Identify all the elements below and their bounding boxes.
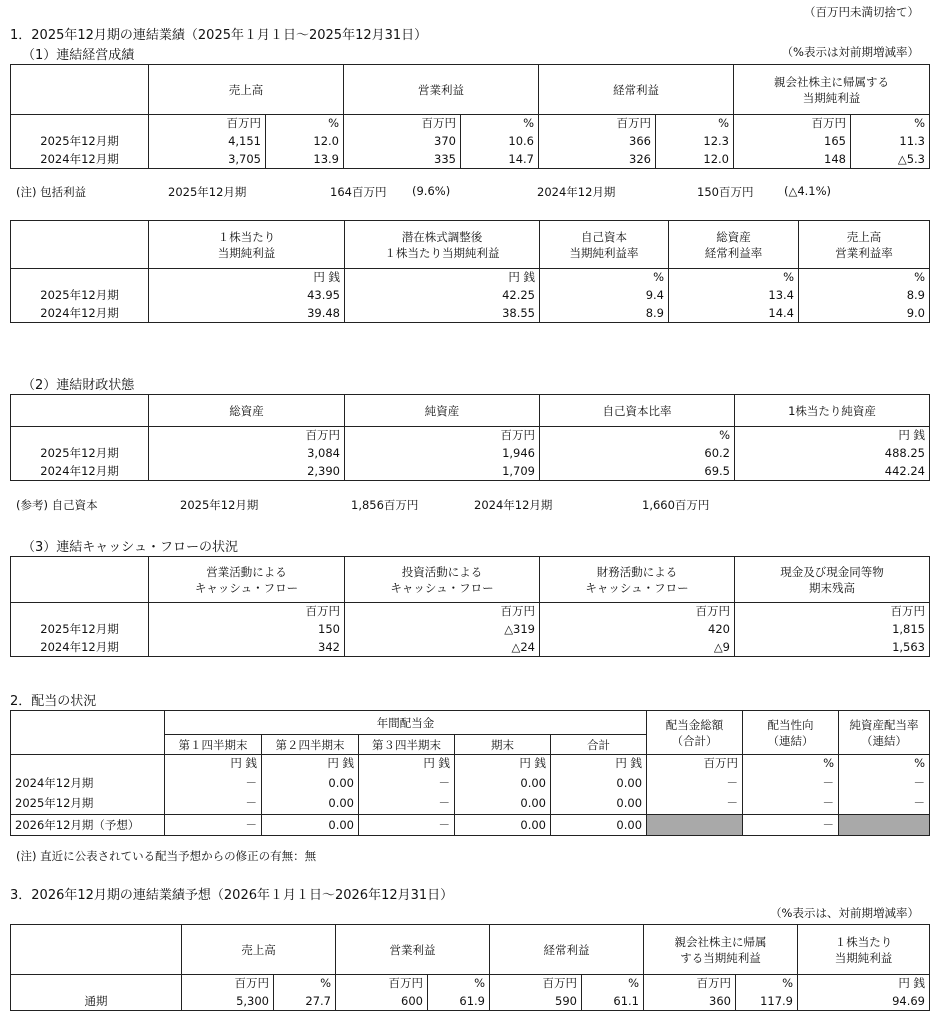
header-net-income: 親会社株主に帰属する 当期純利益 <box>734 65 930 115</box>
unit-cell: 百万円 <box>539 115 656 133</box>
note-value: 150百万円 <box>697 185 754 199</box>
table-row: 2025年12月期 150 △319 420 1,815 <box>11 621 930 639</box>
note-label: (注) 包括利益 <box>16 185 87 199</box>
unit-cell: 百万円 <box>734 115 851 133</box>
note-period: 2025年12月期 <box>168 185 247 199</box>
header-eps: １株当たり 当期純利益 <box>798 925 930 975</box>
table-row: 2025年12月期 4,151 12.0 370 10.6 366 12.3 165 11.3 <box>11 133 930 151</box>
section1-title: 1．2025年12月期の連結業績（2025年１月１日～2025年12月31日） <box>10 28 428 43</box>
dividend-note: (注) 直近に公表されている配当予想からの修正の有無：無 <box>16 849 317 863</box>
note-pct: (9.6%) <box>412 184 451 198</box>
header-q2: 第２四半期末 <box>262 735 359 755</box>
header-roe: 自己資本 当期純利益率 <box>540 221 669 269</box>
header-operating-cf: 営業活動による キャッシュ・フロー <box>149 557 345 603</box>
header-q1: 第１四半期末 <box>165 735 262 755</box>
header-annual-dividend: 年間配当金 <box>165 711 647 735</box>
forecast-table: 売上高 営業利益 経常利益 親会社株主に帰属 する当期純利益 １株当たり 当期純利益 百万円 % 百万円 % 百万円 % 百万円 % 円 銭 通期 5,300 27.7 600 61.9 590 61.1 360 117.9 94.69 <box>10 924 930 1011</box>
header-payout-ratio: 配当性向 （連結） <box>743 711 839 755</box>
table-row: 通期 5,300 27.7 600 61.9 590 61.1 360 117.9 94.69 <box>11 993 930 1011</box>
table-row: 2024年12月期 2,390 1,709 69.5 442.24 <box>11 463 930 481</box>
section1-sub1-title: （1）連結経営成績 <box>22 48 135 63</box>
header-investing-cf: 投資活動による キャッシュ・フロー <box>345 557 540 603</box>
financial-position-table: 総資産 純資産 自己資本比率 1株当たり純資産 百万円 百万円 % 円 銭 2025年12月期 3,084 1,946 60.2 488.25 2024年12月期 2,390 1,709 69.5 442.24 <box>10 394 930 481</box>
unit-note: （百万円未満切捨て） <box>804 5 919 19</box>
header-op-margin: 売上高 営業利益率 <box>799 221 930 269</box>
corner-cell <box>11 65 149 115</box>
unit-cell: % <box>656 115 734 133</box>
note-pct: (△4.1%) <box>784 184 832 198</box>
header-financing-cf: 財務活動による キャッシュ・フロー <box>540 557 735 603</box>
header-total-dividend: 配当金総額 （合計） <box>647 711 743 755</box>
section3-title: 3．2026年12月期の連結業績予想（2026年１月１日～2026年12月31日） <box>10 888 454 903</box>
header-cash-balance: 現金及び現金同等物 期末残高 <box>735 557 930 603</box>
per-share-table: １株当たり 当期純利益 潜在株式調整後 １株当たり当期純利益 自己資本 当期純利益率 総資産 経常利益率 売上高 営業利益率 円 銭 円 銭 % % % 2025年12月期 43.95 42.25 9.4 13.4 8.9 2024年12月期 39.48 38.55 8.9 14.4 9.0 <box>10 220 930 323</box>
table-row: 2025年12月期 3,084 1,946 60.2 488.25 <box>11 445 930 463</box>
header-diluted-eps: 潜在株式調整後 １株当たり当期純利益 <box>345 221 540 269</box>
note-value: 1,856百万円 <box>351 498 419 512</box>
header-q3: 第３四半期末 <box>359 735 455 755</box>
note-period: 2024年12月期 <box>474 498 553 512</box>
pct-note: （%表示は対前期増減率） <box>781 45 919 59</box>
header-net-income: 親会社株主に帰属 する当期純利益 <box>644 925 798 975</box>
header-sales: 売上高 <box>182 925 336 975</box>
unit-cell: % <box>461 115 539 133</box>
header-ord-income: 経常利益 <box>490 925 644 975</box>
table-row: 2025年12月期 43.95 42.25 9.4 13.4 8.9 <box>11 287 930 305</box>
shaded-cell <box>647 815 743 836</box>
unit-cell: % <box>266 115 344 133</box>
results-table <box>10 64 930 169</box>
header-sales: 売上高 <box>149 65 344 115</box>
unit-cell: 百万円 <box>344 115 461 133</box>
note-value: 164百万円 <box>330 185 387 199</box>
table-row: 2024年12月期 39.48 38.55 8.9 14.4 9.0 <box>11 305 930 323</box>
table-row: 2025年12月期 － 0.00 － 0.00 0.00 － － － <box>11 794 930 815</box>
header-roa: 総資産 経常利益率 <box>669 221 799 269</box>
cash-flow-table: 営業活動による キャッシュ・フロー 投資活動による キャッシュ・フロー 財務活動による キャッシュ・フロー 現金及び現金同等物 期末残高 百万円 百万円 百万円 百万円 2025年12月期 150 △319 420 1,815 2024年12月期 342 △24 △9 1,563 <box>10 556 930 657</box>
note-value: 1,660百万円 <box>642 498 710 512</box>
section1-sub3-title: （3）連結キャッシュ・フローの状況 <box>22 540 239 555</box>
note-period: 2024年12月期 <box>537 185 616 199</box>
shaded-cell <box>839 815 930 836</box>
dividend-table: 年間配当金 配当金総額 （合計） 配当性向 （連結） 純資産配当率 （連結） 第１四半期末 第２四半期末 第３四半期末 期末 合計 円 銭 円 銭 円 銭 円 銭 円 銭 百万円 % % 2024年12月期 － 0.00 － 0.00 0.00 － － － 2025年12月期 － 0.00 － 0.00 0.00 － － － 2026年12月期（予想） － 0.00 － 0.00 0.00 － <box>10 710 930 836</box>
header-total: 合計 <box>551 735 647 755</box>
header-eps: １株当たり 当期純利益 <box>149 221 345 269</box>
header-ord-income: 経常利益 <box>539 65 734 115</box>
pct-note: （%表示は、対前期増減率） <box>770 906 919 920</box>
unit-cell: 百万円 <box>149 115 266 133</box>
section2-title: 2．配当の状況 <box>10 694 97 709</box>
header-year-end: 期末 <box>455 735 551 755</box>
header-op-income: 営業利益 <box>344 65 539 115</box>
unit-cell: % <box>851 115 930 133</box>
note-label: (参考) 自己資本 <box>16 498 98 512</box>
header-op-income: 営業利益 <box>336 925 490 975</box>
header-doe: 純資産配当率 （連結） <box>839 711 930 755</box>
header-bps: 1株当たり純資産 <box>735 395 930 427</box>
table-row: 2024年12月期 342 △24 △9 1,563 <box>11 639 930 657</box>
header-net-assets: 純資産 <box>345 395 540 427</box>
table-row: 2026年12月期（予想） － 0.00 － 0.00 0.00 － <box>11 815 930 836</box>
header-equity-ratio: 自己資本比率 <box>540 395 735 427</box>
section1-sub2-title: （2）連結財政状態 <box>22 378 135 393</box>
table-row: 2024年12月期 － 0.00 － 0.00 0.00 － － － <box>11 773 930 794</box>
table-row: 2024年12月期 3,705 13.9 335 14.7 326 12.0 148 △5.3 <box>11 151 930 169</box>
header-total-assets: 総資産 <box>149 395 345 427</box>
note-period: 2025年12月期 <box>180 498 259 512</box>
